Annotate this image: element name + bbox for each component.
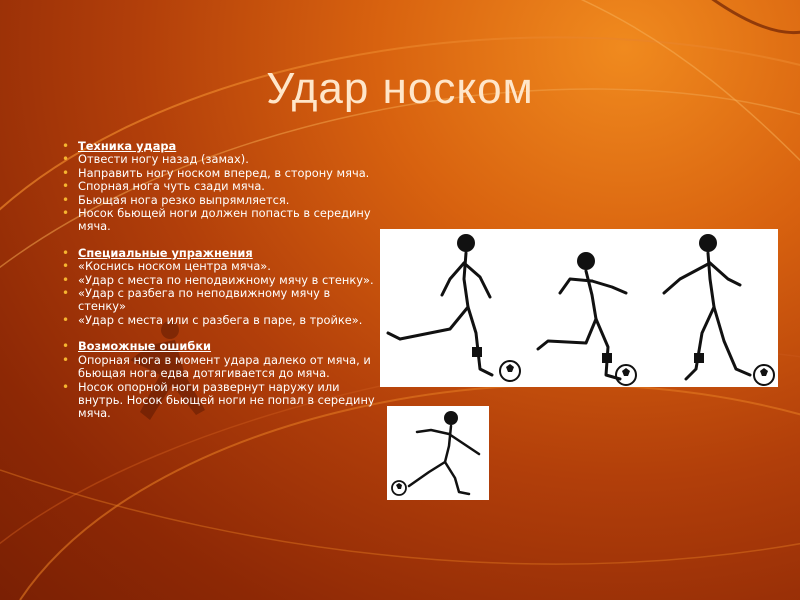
list-item-text: Носок бьющей ноги должен попасть в середину мяча. xyxy=(78,206,371,234)
list-item-text: Опорная нога в момент удара далеко от мяча, и бьющая нога едва дотягивается до мяча. xyxy=(78,352,371,381)
list-item xyxy=(62,260,380,273)
list-item-text: Спорная нога чуть сзади мяча. xyxy=(78,179,265,194)
list-item-text: Направить ногу носком вперед, в сторону мяча. xyxy=(78,165,370,180)
list-item-text: Отвести ногу назад (замах). xyxy=(78,152,249,167)
list-item-text: Носок опорной ноги развернут наружу или внутрь. Носок бьющей ноги не попал в середину мяча. xyxy=(78,379,375,421)
content-list xyxy=(62,140,380,421)
list-item-text: «Удар с места по неподвижному мячу в стенку». xyxy=(78,272,374,287)
section-heading-text: Возможные ошибки xyxy=(78,339,212,354)
list-item xyxy=(62,167,380,180)
kick-error-illustration xyxy=(387,406,489,500)
list-item xyxy=(62,354,380,381)
section-heading xyxy=(62,247,380,260)
list-item-text: Бьющая нога резко выпрямляется. xyxy=(78,192,290,207)
kick-sequence-illustration xyxy=(380,229,778,387)
section-heading xyxy=(62,340,380,353)
player-figure-strike xyxy=(664,234,774,385)
list-item xyxy=(62,287,380,314)
list-item xyxy=(62,207,380,234)
player-figure-windup xyxy=(388,234,520,381)
section-heading-text: Техника удара xyxy=(78,139,177,153)
slide-title: Удар носком xyxy=(266,64,534,113)
list-item xyxy=(62,153,380,166)
section-heading xyxy=(62,140,380,153)
list-item xyxy=(62,180,380,193)
list-item xyxy=(62,381,380,421)
list-item-text: «Удар с разбега по неподвижному мячу в стенку» xyxy=(78,286,331,314)
list-item xyxy=(62,194,380,207)
section-heading-text: Специальные упражнения xyxy=(78,245,253,260)
player-figure-swing xyxy=(538,252,636,385)
list-item xyxy=(62,314,380,327)
list-item xyxy=(62,274,380,287)
list-item-text: «Удар с места или с разбега в паре, в тройке». xyxy=(78,312,363,327)
list-item-text: «Коснись носком центра мяча». xyxy=(78,259,271,274)
